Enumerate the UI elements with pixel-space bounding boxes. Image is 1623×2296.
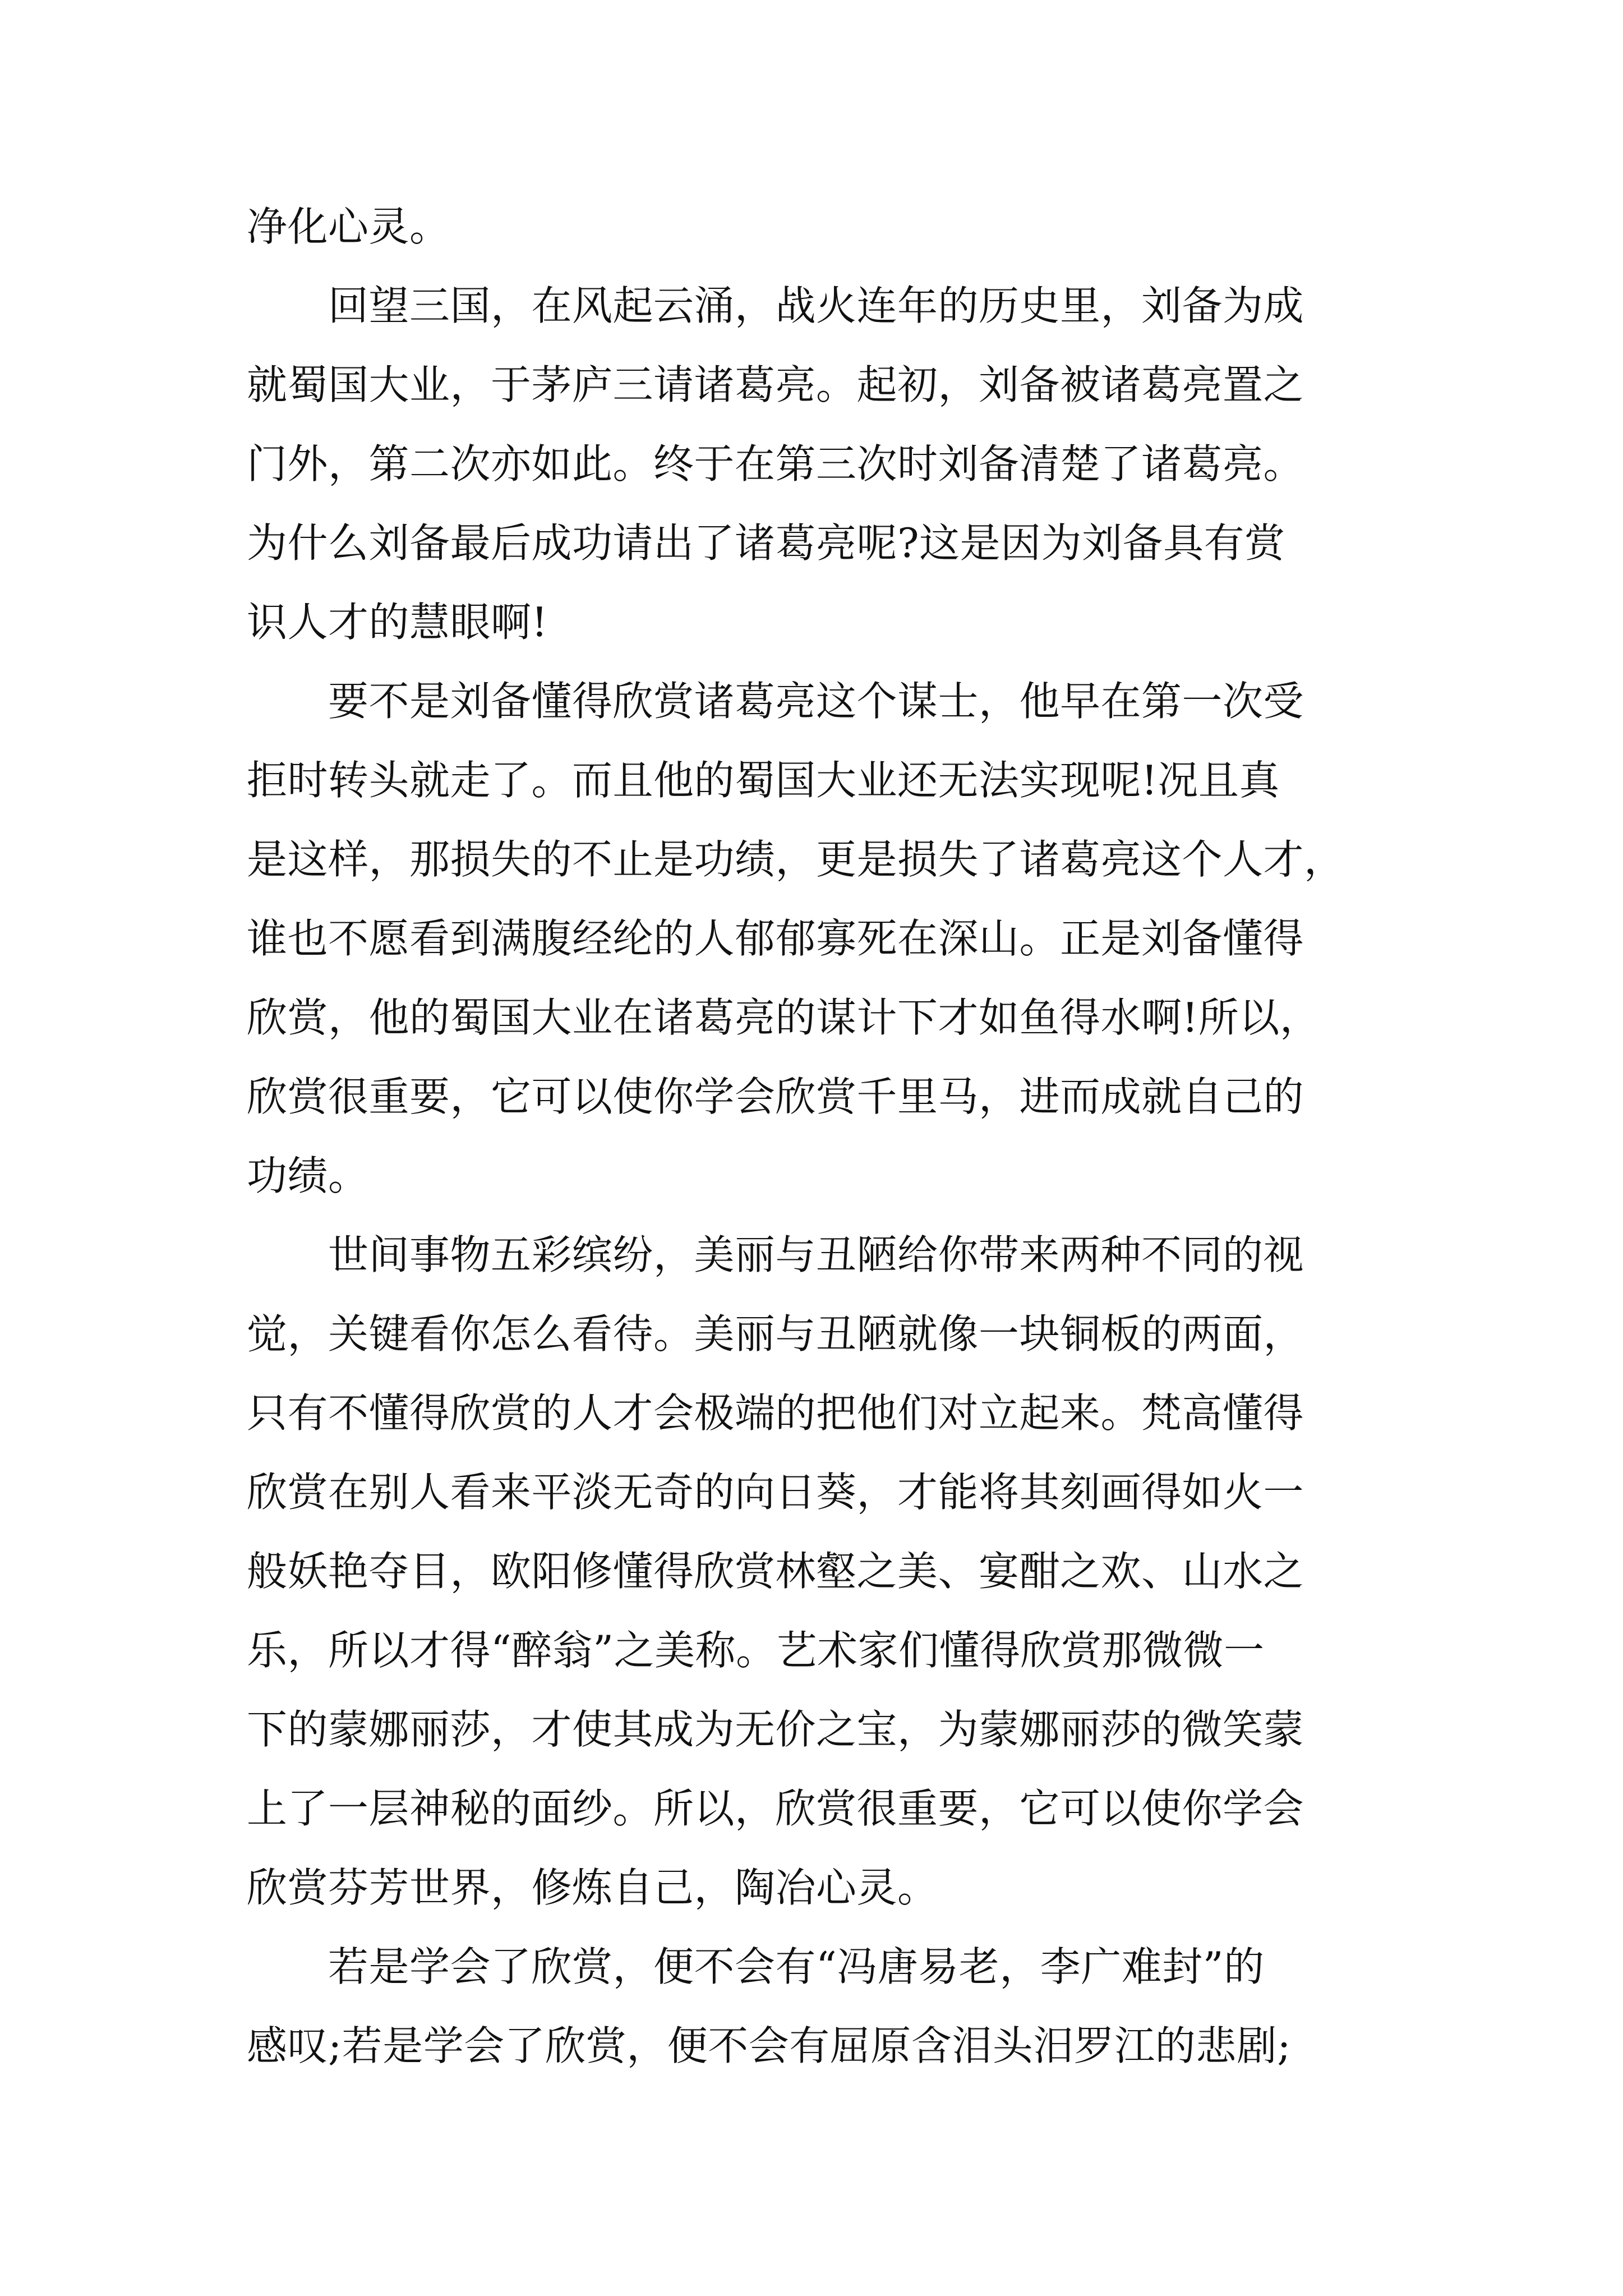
text-line: 若是学会了欣赏，便不会有“冯唐易老，李广难封”的 (247, 1943, 1265, 1990)
body-text (247, 187, 1380, 2086)
text-line: 为什么刘备最后成功请出了诸葛亮呢?这是因为刘备具有赏 (247, 519, 1285, 567)
text-line: 回望三国，在风起云涌，战火连年的历史里，刘备为成 (247, 282, 1304, 329)
text-line: 世间事物五彩缤纷，美丽与丑陋给你带来两种不同的视 (247, 1231, 1304, 1278)
text-line: 欣赏在别人看来平淡无奇的向日葵，才能将其刻画得如火一 (247, 1469, 1304, 1516)
text-line: 要不是刘备懂得欣赏诸葛亮这个谋士，他早在第一次受 (247, 678, 1304, 725)
text-line: 乐，所以才得“醉翁”之美称。艺术家们懂得欣赏那微微一 (247, 1627, 1265, 1674)
text-line: 下的蒙娜丽莎，才使其成为无价之宝，为蒙娜丽莎的微笑蒙 (247, 1706, 1304, 1753)
text-line: 就蜀国大业，于茅庐三请诸葛亮。起初，刘备被诸葛亮置之 (247, 361, 1304, 408)
text-line: 门外，第二次亦如此。终于在第三次时刘备清楚了诸葛亮。 (247, 440, 1304, 487)
text-line: 欣赏很重要，它可以使你学会欣赏千里马，进而成就自己的 (247, 1073, 1304, 1120)
text-line: 功绩。 (247, 1152, 369, 1199)
text-line: 般妖艳夺目，欧阳修懂得欣赏林壑之美、宴酣之欢、山水之 (247, 1548, 1304, 1595)
text-line: 只有不懂得欣赏的人才会极端的把他们对立起来。梵高懂得 (247, 1389, 1304, 1437)
text-line: 是这样，那损失的不止是功绩，更是损失了诸葛亮这个人才， (247, 836, 1345, 883)
text-line: 欣赏芬芳世界，修炼自己，陶冶心灵。 (247, 1864, 938, 1911)
text-line: 谁也不愿看到满腹经纶的人郁郁寡死在深山。正是刘备懂得 (247, 915, 1304, 962)
text-line: 欣赏，他的蜀国大业在诸葛亮的谋计下才如鱼得水啊!所以， (247, 994, 1321, 1041)
text-line: 感叹;若是学会了欣赏，便不会有屈原含泪头汨罗江的悲剧; (247, 2022, 1292, 2069)
text-line: 净化心灵。 (247, 203, 450, 250)
text-line: 上了一层神秘的面纱。所以，欣赏很重要，它可以使你学会 (247, 1785, 1304, 1832)
text-line: 识人才的慧眼啊! (247, 599, 548, 646)
text-line: 拒时转头就走了。而且他的蜀国大业还无法实现呢!况且真 (247, 757, 1280, 804)
text-line: 觉，关键看你怎么看待。美丽与丑陋就像一块铜板的两面， (247, 1310, 1304, 1358)
